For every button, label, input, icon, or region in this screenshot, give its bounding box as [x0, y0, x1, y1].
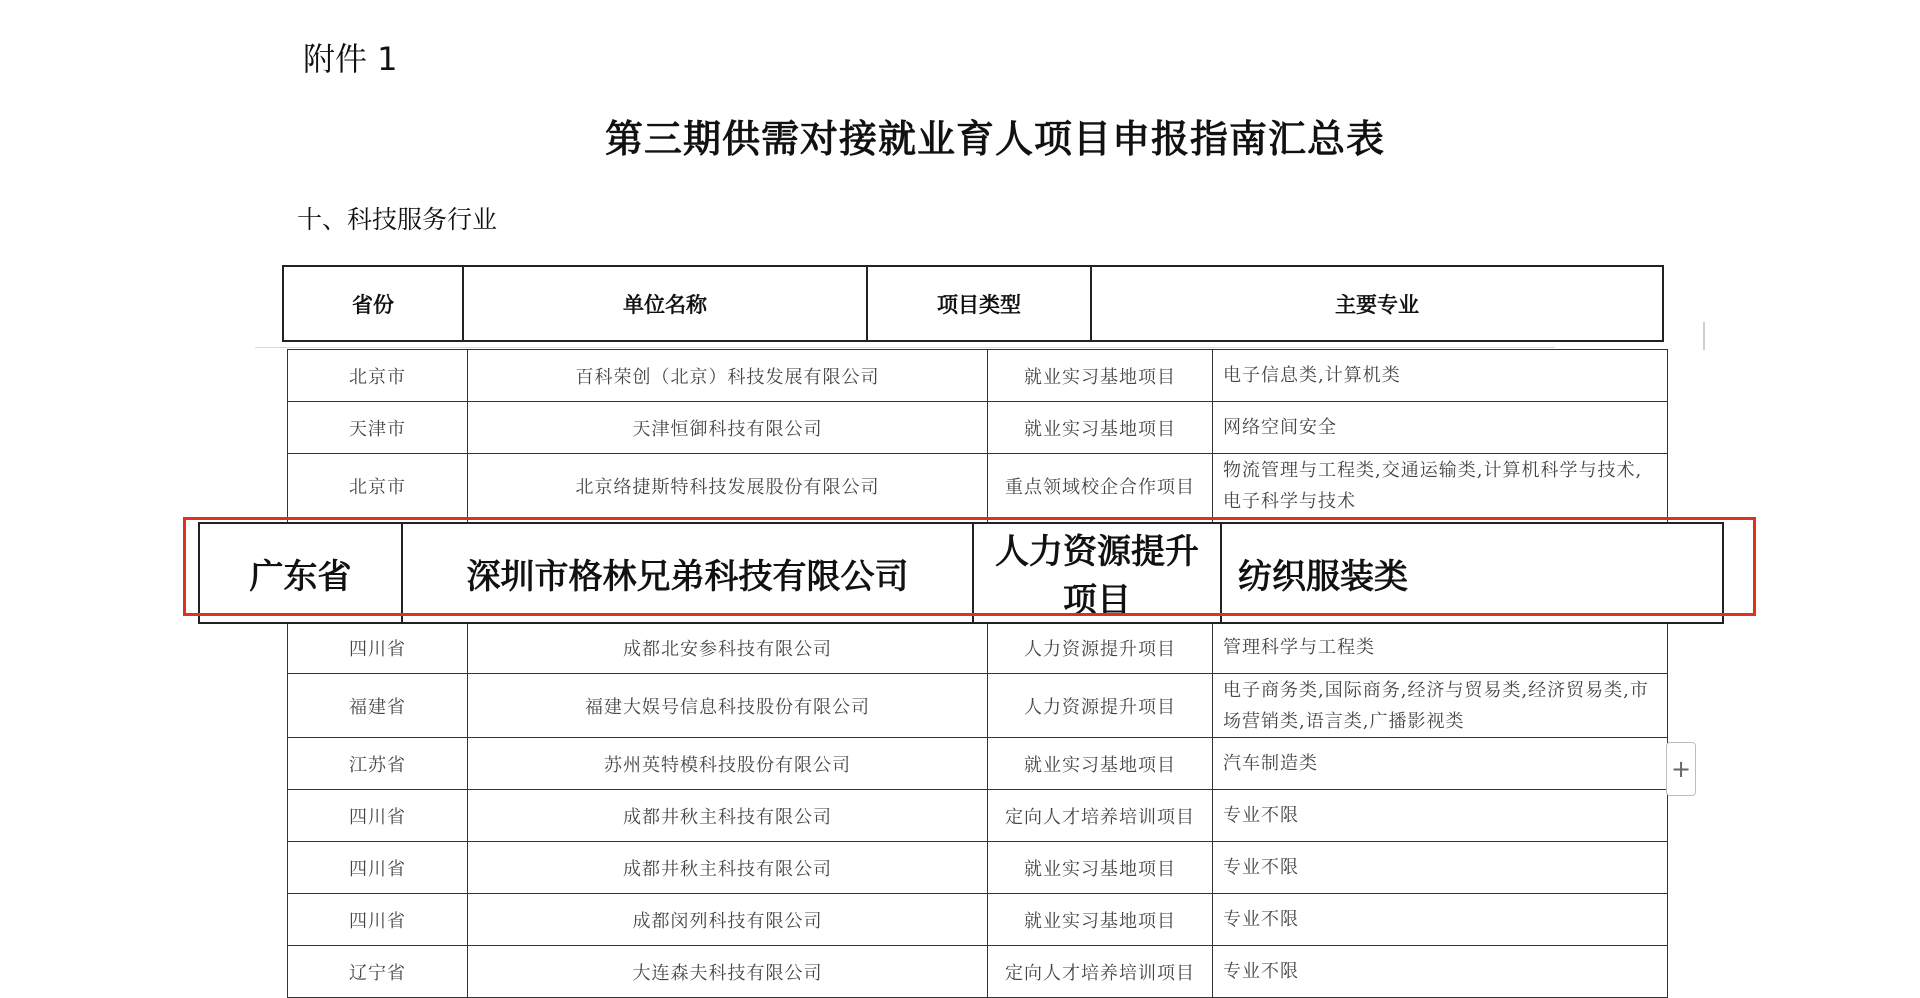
page-rule — [255, 347, 1555, 348]
cell-major: 专业不限 — [1213, 894, 1668, 946]
cell-province: 四川省 — [288, 622, 468, 674]
cell-major: 网络空间安全 — [1213, 402, 1668, 454]
cell-type: 就业实习基地项目 — [988, 894, 1213, 946]
cell-type: 就业实习基地项目 — [988, 738, 1213, 790]
cell-company: 成都闵列科技有限公司 — [468, 894, 988, 946]
table-row — [288, 674, 1668, 738]
cell-type: 就业实习基地项目 — [988, 842, 1213, 894]
cell-province: 四川省 — [288, 790, 468, 842]
cell-type: 重点领域校企合作项目 — [988, 454, 1213, 518]
cell-company: 苏州英特模科技股份有限公司 — [468, 738, 988, 790]
page-margin-tick — [1703, 322, 1705, 350]
highlighted-province: 广东省 — [199, 523, 402, 623]
section-heading: 十、科技服务行业 — [297, 205, 498, 234]
cell-province: 江苏省 — [288, 738, 468, 790]
cell-major: 管理科学与工程类 — [1213, 622, 1668, 674]
cell-major: 专业不限 — [1213, 842, 1668, 894]
table-row — [288, 454, 1668, 518]
cell-company: 天津恒御科技有限公司 — [468, 402, 988, 454]
header-province: 省份 — [283, 266, 463, 341]
cell-company: 北京络捷斯特科技发展股份有限公司 — [468, 454, 988, 518]
table-row — [288, 738, 1668, 790]
cell-major: 专业不限 — [1213, 946, 1668, 998]
table-row — [288, 894, 1668, 946]
cell-major: 电子信息类,计算机类 — [1213, 350, 1668, 402]
cell-province: 北京市 — [288, 454, 468, 518]
table-row — [288, 350, 1668, 402]
cell-major: 物流管理与工程类,交通运输类,计算机科学与技术,电子科学与技术 — [1213, 454, 1668, 518]
data-table — [287, 349, 1668, 998]
header-type: 项目类型 — [867, 266, 1091, 341]
document-title: 第三期供需对接就业育人项目申报指南汇总表 — [604, 116, 1385, 161]
cell-province: 北京市 — [288, 350, 468, 402]
cell-province: 辽宁省 — [288, 946, 468, 998]
highlighted-major: 纺织服装类 — [1221, 523, 1723, 623]
cell-company: 大连森夫科技有限公司 — [468, 946, 988, 998]
cell-type: 定向人才培养培训项目 — [988, 790, 1213, 842]
table-row — [288, 790, 1668, 842]
cell-type: 人力资源提升项目 — [988, 622, 1213, 674]
header-major: 主要专业 — [1091, 266, 1663, 341]
add-row-button[interactable]: + — [1666, 742, 1696, 796]
cell-major: 电子商务类,国际商务,经济与贸易类,经济贸易类,市场营销类,语言类,广播影视类 — [1213, 674, 1668, 738]
cell-province: 四川省 — [288, 842, 468, 894]
cell-company: 成都井秋主科技有限公司 — [468, 790, 988, 842]
table-row — [288, 622, 1668, 674]
table-header — [282, 265, 1664, 342]
cell-province: 四川省 — [288, 894, 468, 946]
cell-major: 专业不限 — [1213, 790, 1668, 842]
cell-type: 就业实习基地项目 — [988, 402, 1213, 454]
header-company: 单位名称 — [463, 266, 867, 341]
table-row — [288, 402, 1668, 454]
cell-major: 汽车制造类 — [1213, 738, 1668, 790]
cell-type: 定向人才培养培训项目 — [988, 946, 1213, 998]
attachment-label: 附件 1 — [303, 40, 398, 78]
cell-company: 成都北安参科技有限公司 — [468, 622, 988, 674]
cell-type: 就业实习基地项目 — [988, 350, 1213, 402]
table-row — [288, 842, 1668, 894]
cell-company: 成都井秋主科技有限公司 — [468, 842, 988, 894]
cell-province: 福建省 — [288, 674, 468, 738]
highlight-frame — [183, 517, 1756, 616]
cell-province: 天津市 — [288, 402, 468, 454]
cell-company: 福建大娱号信息科技股份有限公司 — [468, 674, 988, 738]
highlighted-company: 深圳市格林兄弟科技有限公司 — [402, 523, 973, 623]
cell-company: 百科荣创（北京）科技发展有限公司 — [468, 350, 988, 402]
table-row — [288, 946, 1668, 998]
cell-type: 人力资源提升项目 — [988, 674, 1213, 738]
highlighted-type: 人力资源提升项目 — [973, 523, 1221, 623]
